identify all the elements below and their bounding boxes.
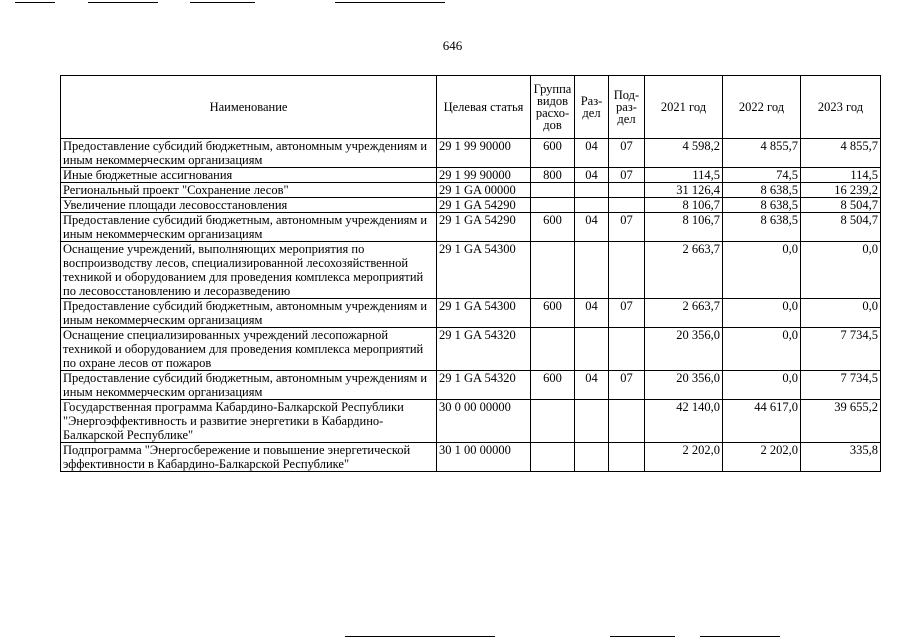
cell-2021: 2 663,7	[645, 299, 723, 328]
cell-target-article: 29 1 GA 00000	[437, 183, 531, 198]
cell-2023: 7 734,5	[801, 328, 881, 371]
cell-2023: 39 655,2	[801, 400, 881, 443]
cell-target-article: 29 1 GA 54290	[437, 198, 531, 213]
cell-subsection: 07	[609, 139, 645, 168]
bottom-rule	[610, 636, 675, 637]
cell-2023: 16 239,2	[801, 183, 881, 198]
cell-target-article: 29 1 GA 54300	[437, 299, 531, 328]
cell-section	[575, 328, 609, 371]
table-row	[61, 299, 881, 328]
cell-subsection: 07	[609, 299, 645, 328]
cell-section	[575, 400, 609, 443]
cell-target-article: 30 0 00 00000	[437, 400, 531, 443]
cell-2022: 0,0	[723, 242, 801, 299]
cell-2022: 0,0	[723, 328, 801, 371]
header-target-article: Целевая статья	[437, 76, 531, 139]
cell-2021: 4 598,2	[645, 139, 723, 168]
cell-section: 04	[575, 371, 609, 400]
cell-target-article: 29 1 99 90000	[437, 139, 531, 168]
cell-section: 04	[575, 299, 609, 328]
cell-name: Оснащение специализированных учреждений лесопожарной техникой и оборудованием для проведения комплекса мероприятий по охране лесов от пожаров	[61, 328, 437, 371]
cell-2021: 8 106,7	[645, 198, 723, 213]
cell-subsection: 07	[609, 213, 645, 242]
cell-2023: 8 504,7	[801, 213, 881, 242]
header-expense-group: Группа видов расхо-дов	[531, 76, 575, 139]
top-rule	[15, 2, 55, 3]
cell-2021: 31 126,4	[645, 183, 723, 198]
cell-2023: 8 504,7	[801, 198, 881, 213]
header-year-2023: 2023 год	[801, 76, 881, 139]
cell-2023: 7 734,5	[801, 371, 881, 400]
cell-target-article: 29 1 GA 54290	[437, 213, 531, 242]
table-row	[61, 371, 881, 400]
cell-expense-group	[531, 328, 575, 371]
cell-name: Региональный проект "Сохранение лесов"	[61, 183, 437, 198]
cell-2021: 2 202,0	[645, 443, 723, 472]
cell-section: 04	[575, 213, 609, 242]
cell-section: 04	[575, 139, 609, 168]
cell-2022: 2 202,0	[723, 443, 801, 472]
cell-section	[575, 242, 609, 299]
cell-subsection: 07	[609, 168, 645, 183]
cell-subsection	[609, 400, 645, 443]
cell-expense-group: 600	[531, 213, 575, 242]
cell-expense-group	[531, 400, 575, 443]
cell-target-article: 29 1 GA 54320	[437, 371, 531, 400]
cell-2023: 114,5	[801, 168, 881, 183]
header-subsection: Под-раз-дел	[609, 76, 645, 139]
header-year-2022: 2022 год	[723, 76, 801, 139]
cell-2021: 2 663,7	[645, 242, 723, 299]
cell-target-article: 30 1 00 00000	[437, 443, 531, 472]
header-row	[61, 76, 881, 139]
cell-subsection	[609, 183, 645, 198]
cell-name: Предоставление субсидий бюджетным, автономным учреждениям и иным некоммерческим организациям	[61, 139, 437, 168]
budget-table	[60, 75, 881, 472]
cell-2021: 20 356,0	[645, 371, 723, 400]
cell-subsection	[609, 328, 645, 371]
cell-expense-group	[531, 242, 575, 299]
cell-expense-group: 600	[531, 299, 575, 328]
table-row	[61, 139, 881, 168]
header-year-2021: 2021 год	[645, 76, 723, 139]
header-section: Раз-дел	[575, 76, 609, 139]
page-number: 646	[442, 38, 463, 53]
cell-expense-group	[531, 198, 575, 213]
table-row	[61, 213, 881, 242]
cell-name: Увеличение площади лесовосстановления	[61, 198, 437, 213]
table-row	[61, 183, 881, 198]
top-rule	[335, 2, 445, 3]
cell-expense-group: 600	[531, 371, 575, 400]
top-rule	[88, 2, 158, 3]
header-name: Наименование	[61, 76, 437, 139]
cell-2021: 8 106,7	[645, 213, 723, 242]
cell-target-article: 29 1 GA 54320	[437, 328, 531, 371]
cell-name: Подпрограмма "Энергосбережение и повышение энергетической эффективности в Кабардино-Балкарской Республике"	[61, 443, 437, 472]
cell-2023: 335,8	[801, 443, 881, 472]
cell-2023: 0,0	[801, 299, 881, 328]
cell-2022: 4 855,7	[723, 139, 801, 168]
cell-section	[575, 443, 609, 472]
cell-target-article: 29 1 99 90000	[437, 168, 531, 183]
cell-name: Предоставление субсидий бюджетным, автономным учреждениям и иным некоммерческим организациям	[61, 371, 437, 400]
cell-subsection	[609, 198, 645, 213]
table-row	[61, 198, 881, 213]
table-row	[61, 168, 881, 183]
cell-name: Предоставление субсидий бюджетным, автономным учреждениям и иным некоммерческим организациям	[61, 299, 437, 328]
cell-2023: 0,0	[801, 242, 881, 299]
cell-2022: 0,0	[723, 371, 801, 400]
cell-2022: 8 638,5	[723, 183, 801, 198]
cell-name: Государственная программа Кабардино-Балкарской Республики "Энергоэффективность и развитие энергетики в Кабардино-Балкарской Республике"	[61, 400, 437, 443]
cell-subsection: 07	[609, 371, 645, 400]
cell-section	[575, 198, 609, 213]
table-row	[61, 242, 881, 299]
cell-name: Иные бюджетные ассигнования	[61, 168, 437, 183]
cell-section: 04	[575, 168, 609, 183]
cell-2021: 42 140,0	[645, 400, 723, 443]
cell-subsection	[609, 242, 645, 299]
cell-2021: 20 356,0	[645, 328, 723, 371]
cell-2022: 74,5	[723, 168, 801, 183]
cell-2022: 0,0	[723, 299, 801, 328]
cell-2023: 4 855,7	[801, 139, 881, 168]
cell-expense-group	[531, 443, 575, 472]
bottom-rule	[345, 636, 495, 637]
cell-expense-group: 800	[531, 168, 575, 183]
cell-subsection	[609, 443, 645, 472]
cell-2022: 8 638,5	[723, 213, 801, 242]
cell-expense-group	[531, 183, 575, 198]
table-row	[61, 400, 881, 443]
cell-2022: 44 617,0	[723, 400, 801, 443]
cell-name: Оснащение учреждений, выполняющих мероприятия по воспроизводству лесов, специализированной лесохозяйственной техникой и оборудованием для проведения комплекса мероприятий по лесовосстановлению и лесоразведению	[61, 242, 437, 299]
table-row	[61, 443, 881, 472]
table-row	[61, 328, 881, 371]
top-rule	[190, 2, 255, 3]
cell-section	[575, 183, 609, 198]
cell-2021: 114,5	[645, 168, 723, 183]
cell-target-article: 29 1 GA 54300	[437, 242, 531, 299]
cell-name: Предоставление субсидий бюджетным, автономным учреждениям и иным некоммерческим организациям	[61, 213, 437, 242]
cell-expense-group: 600	[531, 139, 575, 168]
cell-2022: 8 638,5	[723, 198, 801, 213]
bottom-rule	[700, 636, 780, 637]
